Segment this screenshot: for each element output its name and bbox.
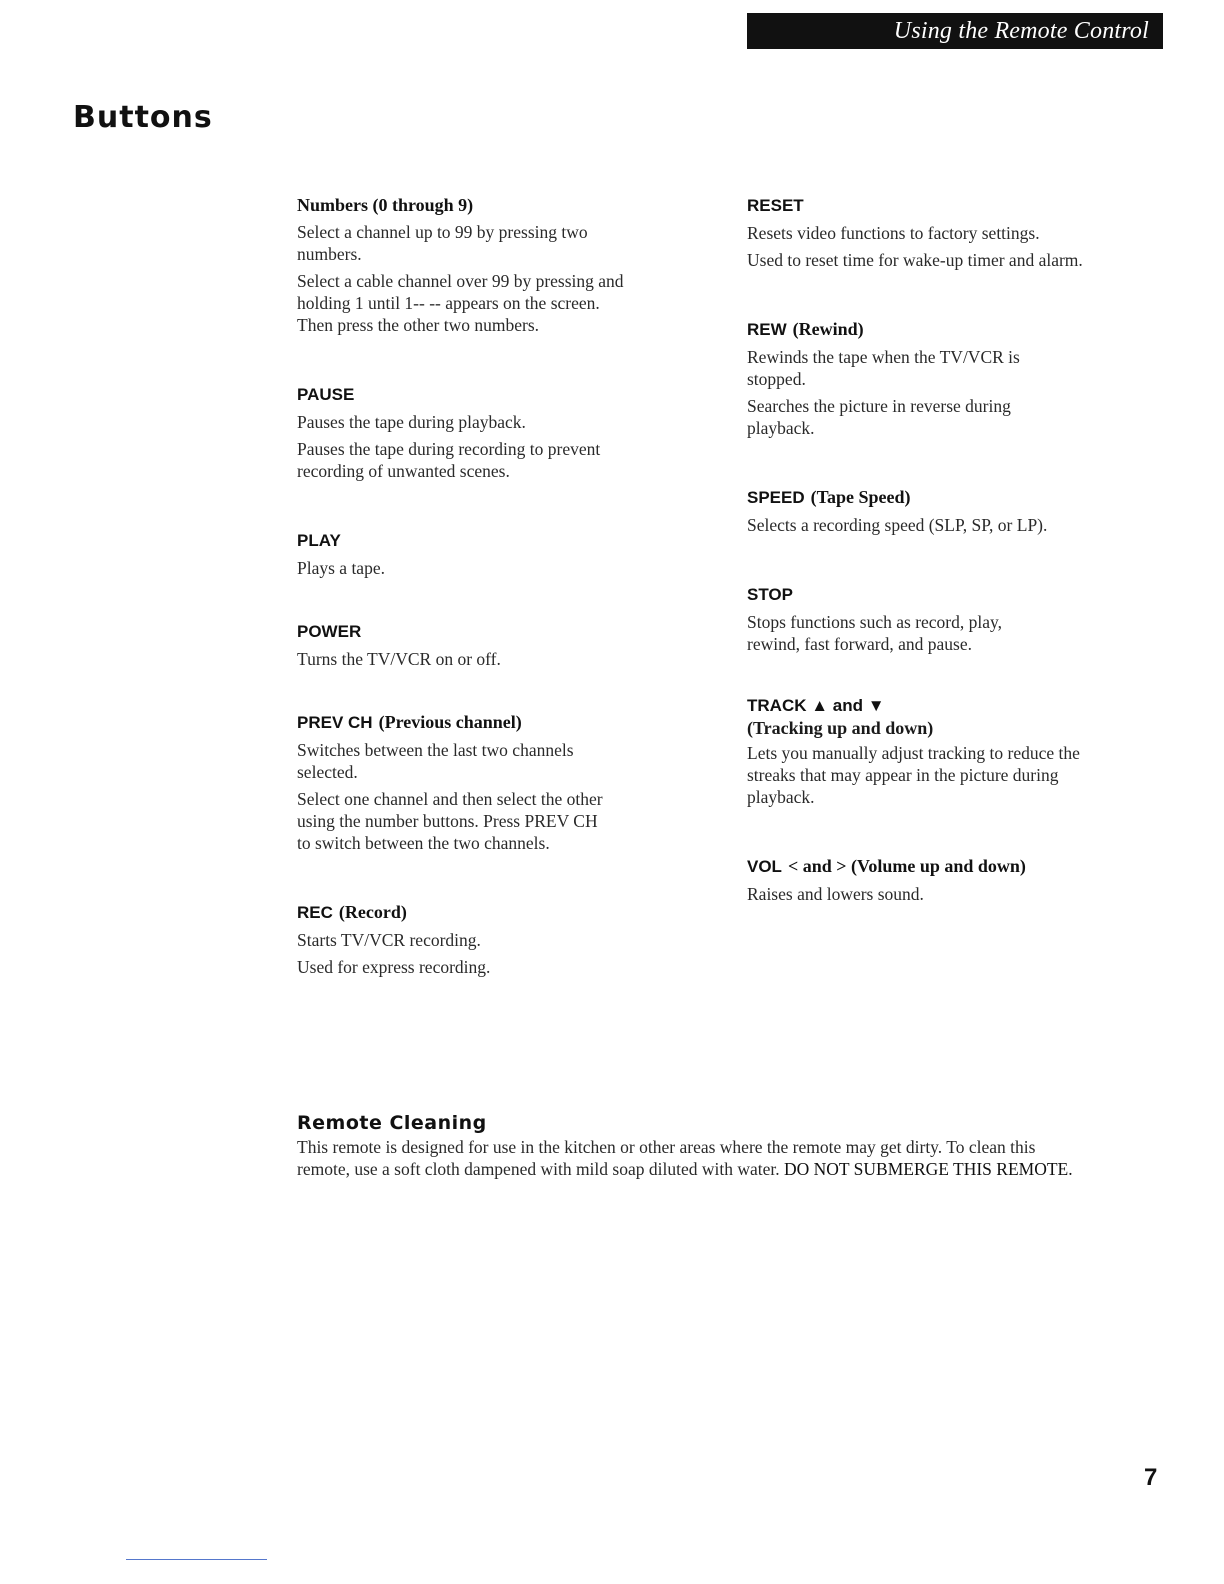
entry-sublabel: (Tracking up and down) <box>747 718 934 738</box>
entry-paragraph: Pauses the tape during playback. <box>297 412 526 432</box>
right-column <box>747 192 1147 910</box>
entry-heading <box>297 899 697 926</box>
entry-paragraph: Select a channel up to 99 by pressing two numbers. <box>297 222 588 264</box>
button-name: PLAY <box>297 531 341 550</box>
entry-label: < and > (Volume up and down) <box>787 856 1026 876</box>
button-name: PAUSE <box>297 385 355 404</box>
entry-label: Numbers (0 through 9) <box>297 195 474 215</box>
entry-paragraph: Used for express recording. <box>297 957 491 977</box>
button-name: VOL <box>747 857 782 876</box>
left-column <box>297 192 697 983</box>
section-header-bar <box>747 13 1163 49</box>
entry-heading <box>747 316 1147 343</box>
entry-label: (Tape Speed) <box>810 487 911 507</box>
entry-paragraph: Select one channel and then select the other using the number buttons. Press PREV CH to switch between the two channels. <box>297 789 603 853</box>
entry-speed <box>747 484 1147 536</box>
page-title: Buttons <box>73 100 213 135</box>
button-name: SPEED <box>747 488 805 507</box>
entry-label: (Previous channel) <box>378 712 522 732</box>
button-name: PREV CH <box>297 713 373 732</box>
remote-cleaning-text: This remote is designed for use in the kitchen or other areas where the remote may get dirty. To clean this remote, use a soft cloth dampened with mild soap diluted with water. <box>297 1137 1036 1179</box>
remote-cleaning-warning: DO NOT SUBMERGE THIS REMOTE. <box>783 1159 1073 1179</box>
entry-heading <box>747 484 1147 511</box>
entry-label: (Rewind) <box>792 319 864 339</box>
entry-paragraph: Turns the TV/VCR on or off. <box>297 649 501 669</box>
entry-paragraph: Plays a tape. <box>297 558 385 578</box>
button-name: POWER <box>297 622 362 641</box>
entry-paragraph: Selects a recording speed (SLP, SP, or LP). <box>747 515 1048 535</box>
entry-heading <box>747 581 1147 608</box>
entry-heading <box>297 381 697 408</box>
entry-paragraph: Stops functions such as record, play, rewind, fast forward, and pause. <box>747 612 1002 654</box>
entry-stop <box>747 581 1147 655</box>
button-name: RESET <box>747 196 804 215</box>
entry-heading <box>747 192 1147 219</box>
button-name: REC <box>297 903 333 922</box>
entry-heading <box>747 694 1147 717</box>
entry-vol <box>747 853 1147 905</box>
remote-cleaning-body <box>297 1136 1087 1180</box>
entry-heading <box>297 709 697 736</box>
entry-label: (Record) <box>338 902 407 922</box>
entry-paragraph: Searches the picture in reverse during playback. <box>747 396 1011 438</box>
entry-rew <box>747 316 1147 439</box>
entry-paragraph: Used to reset time for wake-up timer and alarm. <box>747 250 1083 270</box>
entry-heading <box>747 853 1147 880</box>
page-number: 7 <box>1144 1464 1158 1491</box>
entry-prev-ch <box>297 709 697 854</box>
entry-paragraph: Raises and lowers sound. <box>747 884 924 904</box>
entry-paragraph: Starts TV/VCR recording. <box>297 930 481 950</box>
entry-track <box>747 694 1147 808</box>
entry-paragraph: Resets video functions to factory settings. <box>747 223 1040 243</box>
entry-pause <box>297 381 697 482</box>
button-name: TRACK ▲ and ▼ <box>747 696 885 715</box>
entry-play <box>297 527 697 579</box>
entry-power <box>297 618 697 670</box>
entry-heading <box>297 618 697 645</box>
entry-numbers <box>297 192 697 336</box>
entry-heading <box>297 192 697 218</box>
remote-cleaning-title: Remote Cleaning <box>297 1112 487 1134</box>
entry-heading <box>297 527 697 554</box>
footer-rule <box>126 1559 267 1560</box>
entry-rec <box>297 899 697 978</box>
remote-cleaning-section <box>297 1110 1087 1180</box>
entry-paragraph: Rewinds the tape when the TV/VCR is stopped. <box>747 347 1020 389</box>
entry-paragraph: Lets you manually adjust tracking to reduce the streaks that may appear in the picture during playback. <box>747 743 1080 807</box>
entry-paragraph: Pauses the tape during recording to prevent recording of unwanted scenes. <box>297 439 601 481</box>
button-name: STOP <box>747 585 793 604</box>
entry-paragraph: Select a cable channel over 99 by pressing and holding 1 until 1-- -- appears on the screen. Then press the other two numbers. <box>297 271 624 335</box>
section-header-title: Using the Remote Control <box>893 18 1149 44</box>
entry-reset <box>747 192 1147 271</box>
entry-paragraph: Switches between the last two channels selected. <box>297 740 574 782</box>
button-name: REW <box>747 320 787 339</box>
